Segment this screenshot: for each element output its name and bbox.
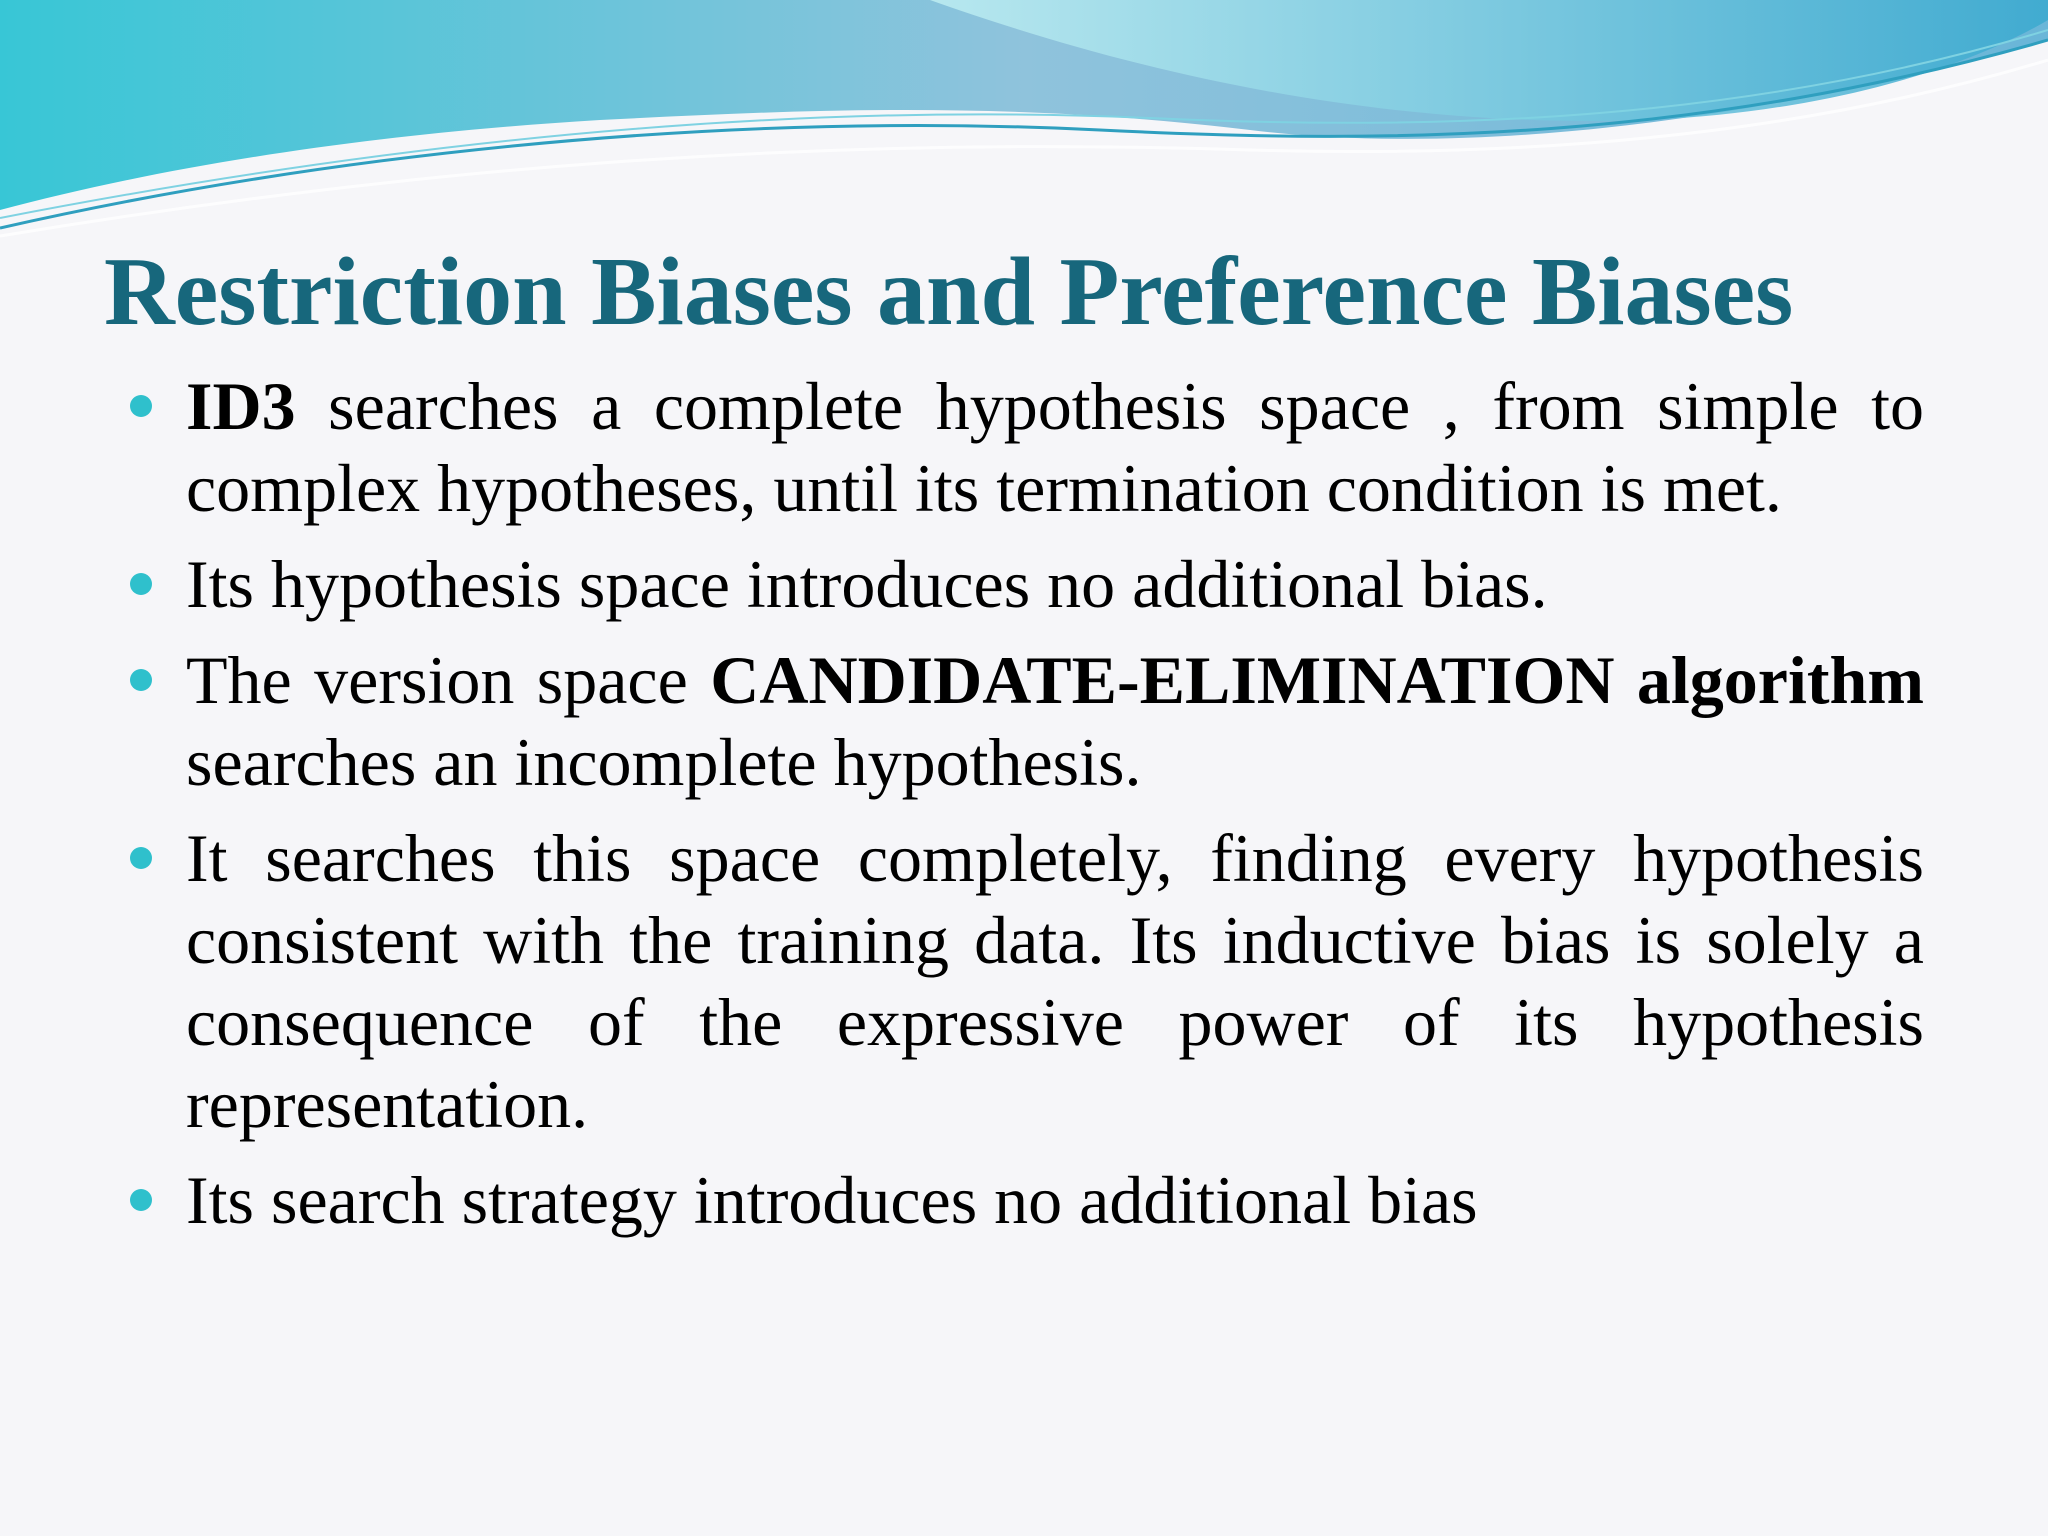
bullet-text: It searches this space completely, finding every hypothesis consistent with the training data. Its inductive bias is solely a consequence of the expressive power of its hypothesis representation.	[186, 820, 1924, 1142]
bullet-item-searches-completely	[128, 817, 1924, 1145]
bullet-marker	[130, 669, 152, 691]
bullet-text: searches a complete hypothesis space , from simple to complex hypotheses, until its termination condition is met.	[186, 368, 1924, 526]
bullet-marker	[130, 573, 152, 595]
bullet-item-search-strategy	[128, 1159, 1924, 1241]
bullet-list	[128, 365, 1924, 1255]
bullet-text-pre: The version space	[186, 642, 711, 718]
bullet-text: Its search strategy introduces no additional bias	[186, 1162, 1478, 1238]
bold-term: ID3	[186, 368, 296, 444]
bullet-item-candidate-elimination	[128, 639, 1924, 803]
bullet-marker	[130, 395, 152, 417]
bullet-text: Its hypothesis space introduces no additional bias.	[186, 546, 1548, 622]
slide-title: Restriction Biases and Preference Biases	[104, 238, 1794, 346]
bullet-item-hypothesis-space	[128, 543, 1924, 625]
bullet-text-post: searches an incomplete hypothesis.	[186, 724, 1142, 800]
bullet-marker	[130, 1189, 152, 1211]
bullet-marker	[130, 847, 152, 869]
bold-term: CANDIDATE-ELIMINATION algorithm	[710, 642, 1924, 718]
bullet-item-id3	[128, 365, 1924, 529]
header-wave-decoration	[0, 0, 2048, 260]
